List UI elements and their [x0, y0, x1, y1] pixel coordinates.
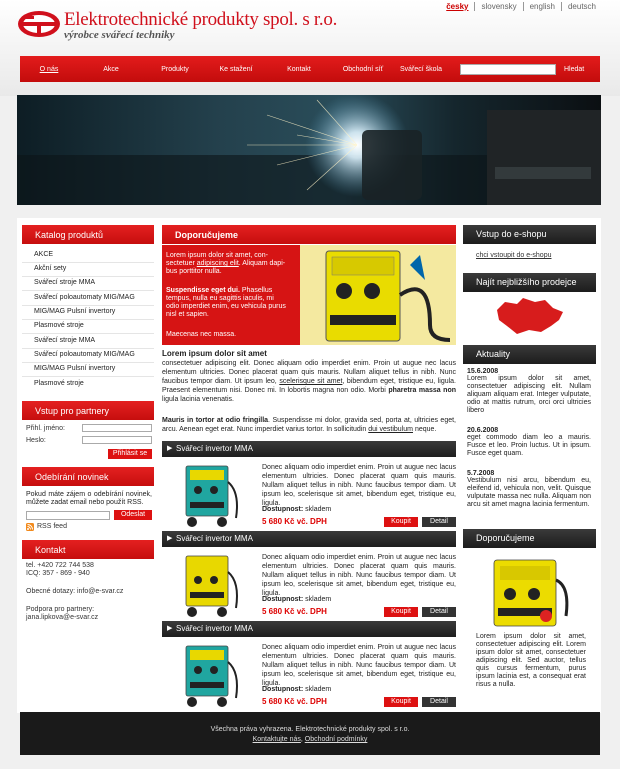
- brand-tagline: výrobce svářecí techniky: [64, 29, 175, 41]
- detail-button[interactable]: Detail: [422, 607, 456, 617]
- nav-svareci-skola[interactable]: Svářecí škola: [399, 65, 443, 73]
- divider: [22, 376, 154, 377]
- product-title-bar[interactable]: [162, 441, 456, 457]
- news-date-3: 5.7.2008: [467, 470, 495, 477]
- product-title: Svářecí invertor MMA: [176, 624, 253, 633]
- catalog-title: Katalog produktů: [22, 225, 154, 244]
- lang-cesky[interactable]: česky: [446, 2, 469, 11]
- divider: [22, 276, 154, 277]
- featured-text-3: Maecenas nec massa.: [166, 331, 237, 338]
- divider: [22, 362, 154, 363]
- newsletter-email-input[interactable]: [26, 511, 110, 520]
- intro-paragraph-1: consectetuer adipiscing elit. Donec aliquam odio imperdiet enim. Proin ut augue nec lacus elementum ultricies. Donec placerat quam quis mauris. Nullam aliquet tellus in nibh. Nunc faucibus tempor diam. Ut ipsum leo, scelerisque sit amet, bibendum eget, tristique eu, ligula. Praesent elementum nisi. Donec mi. In lobortis magna non odio. Morbi pharetra massa non ligula lacinia venenatis.: [162, 360, 456, 403]
- nav-o-nas[interactable]: O nás: [39, 65, 59, 73]
- nav-kontakt[interactable]: Kontakt: [287, 65, 311, 73]
- product-description: Donec aliquam odio imperdiet enim. Proin ut augue nec lacus elementum ultricies. Donec placerat quam quis mauris. Nullam aliquet tellus in nibh. Nunc faucibus tempor diam. Ut ipsum leo, scelerisque sit amet, bibendum eget, tristique eu, ligula.: [262, 644, 456, 687]
- catalog-item-pulsni-2[interactable]: MIG/MAG Pulsní invertory: [34, 365, 116, 372]
- nav-ke-stazeni[interactable]: Ke stažení: [219, 65, 253, 73]
- intro-link-2[interactable]: dui vestibulum: [368, 426, 413, 433]
- recommend-machine-image[interactable]: [486, 556, 572, 628]
- product-image[interactable]: [180, 642, 242, 710]
- catalog-item-plasma[interactable]: Plasmové stroje: [34, 322, 84, 329]
- catalog-item-migmag-2[interactable]: Svářecí poloautomaty MIG/MAG: [34, 351, 135, 358]
- contact-icq: ICQ: 357 - 869 - 940: [26, 570, 90, 577]
- rss-icon[interactable]: [26, 523, 34, 531]
- news-text-3: Vestibulum nisi arcu, bibendum eu, eleifend id, vehicula non, velit. Quisque vulputate massa nec nulla. Aliquam non arcu sit amet magna lacinia fermentum.: [467, 477, 591, 508]
- catalog-item-migmag[interactable]: Svářecí poloautomaty MIG/MAG: [34, 294, 135, 301]
- product-price: 5 680 Kč vč. DPH: [262, 517, 327, 526]
- catalog-item-plasma-2[interactable]: Plasmové stroje: [34, 380, 84, 387]
- news-date-2: 20.6.2008: [467, 427, 499, 434]
- catalog-item-mma[interactable]: Svářecí stroje MMA: [34, 279, 96, 286]
- news-title: Aktuality: [463, 345, 596, 364]
- news-text-2: eget commodo diam leo a mauris. Fusce et leo. Proin luctus. Ut in ipsum. Fusce eget quam.: [467, 434, 591, 457]
- lang-slovensky[interactable]: slovensky: [474, 2, 522, 11]
- divider: [22, 333, 154, 334]
- login-button[interactable]: Přihlásit se: [108, 449, 152, 459]
- contact-title: Kontakt: [22, 540, 154, 559]
- divider: [22, 305, 154, 306]
- news-text-1: Lorem ipsum dolor sit amet, consectetuer adipiscing elit. Nullam aliquam aliquam erat. Integer vulputate, odio at mattis rutrum, orci orci ultricies libero: [467, 375, 591, 414]
- product-title: Svářecí invertor MMA: [176, 444, 253, 453]
- product-title: Svářecí invertor MMA: [176, 534, 253, 543]
- login-label: Přihl. jméno:: [26, 425, 65, 432]
- catalog-item-mma-2[interactable]: Svářecí stroje MMA: [34, 337, 96, 344]
- product-description: Donec aliquam odio imperdiet enim. Proin ut augue nec lacus elementum ultricies. Donec placerat quam quis mauris. Nullam aliquet tellus in nibh. Nunc faucibus tempor diam. Ut ipsum leo, scelerisque sit amet, bibendum eget, tristique eu, ligula.: [262, 554, 456, 597]
- buy-button[interactable]: Koupit: [384, 517, 418, 527]
- contact-general: Obecné dotazy: info@e-svar.cz: [26, 588, 124, 595]
- search-input[interactable]: [460, 64, 556, 75]
- detail-button[interactable]: Detail: [422, 697, 456, 707]
- detail-button[interactable]: Detail: [422, 517, 456, 527]
- footer-rights: Všechna práva vyhrazena. Elektrotechnické produkty spol. s r.o.: [210, 726, 410, 733]
- logo-icon[interactable]: [17, 10, 61, 38]
- product-price: 5 680 Kč vč. DPH: [262, 697, 327, 706]
- divider: [22, 290, 154, 291]
- czech-map-icon[interactable]: [495, 296, 565, 336]
- buy-button[interactable]: Koupit: [384, 607, 418, 617]
- news-date-1: 15.6.2008: [467, 368, 499, 375]
- brand-name: Elektrotechnické produkty spol. s r.o.: [64, 9, 338, 30]
- product-title-bar[interactable]: [162, 531, 456, 547]
- newsletter-title: Odebírání novinek: [22, 467, 154, 486]
- footer: Všechna práva vyhrazena. Elektrotechnické produkty spol. s r.o. Kontaktujte nás, Obchodní podmínky: [20, 712, 600, 755]
- chevron-right-icon: ▶: [167, 445, 173, 452]
- featured-text-1: Lorem ipsum dolor sit amet, con- sectetuer adipiscing elit. Aliquam dapi- bus porttitor nulla.: [166, 252, 286, 275]
- featured-machine-image: [300, 245, 456, 345]
- intro-heading: Lorem ipsum dolor sit amet: [162, 349, 267, 358]
- product-title-bar[interactable]: [162, 621, 456, 637]
- footer-contact-link[interactable]: Kontaktujte nás: [252, 736, 301, 743]
- product-availability: Dostupnost: skladem: [262, 596, 332, 603]
- divider: [22, 348, 154, 349]
- intro-link-1[interactable]: scelerisque sit amet: [279, 378, 343, 385]
- product-image[interactable]: [180, 552, 242, 620]
- language-switcher: [440, 2, 602, 11]
- eshop-title: Vstup do e-shopu: [463, 225, 596, 244]
- password-label: Heslo:: [26, 437, 46, 444]
- newsletter-send-button[interactable]: Odeslat: [114, 510, 152, 520]
- recommend-text: Lorem ipsum dolor sit amet, consectetuer adipiscing elit. Lorem ipsum dolor sit amet, consectetuer adipiscing elit. Sed auctor, tellus quis cursus fermentum, purus ipsum lacinia est, a consequat erat risus a nulla.: [476, 633, 586, 688]
- rss-link[interactable]: RSS feed: [37, 523, 67, 530]
- divider: [22, 319, 154, 320]
- contact-phone: tel. +420 722 744 538: [26, 562, 94, 569]
- eshop-link[interactable]: chci vstoupit do e-shopu: [476, 252, 552, 259]
- chevron-right-icon: ▶: [167, 625, 173, 632]
- dealer-title: Najít nejbližšího prodejce: [463, 273, 596, 292]
- divider: [22, 262, 154, 263]
- lang-deutsch[interactable]: deutsch: [561, 2, 602, 11]
- recommend-title: Doporučujeme: [463, 529, 596, 548]
- footer-terms-link[interactable]: Obchodní podmínky: [304, 736, 368, 743]
- nav-produkty[interactable]: Produkty: [161, 65, 189, 73]
- product-description: Donec aliquam odio imperdiet enim. Proin ut augue nec lacus elementum ultricies. Donec placerat quam quis mauris. Nullam aliquet tellus in nibh. Nunc faucibus tempor diam. Ut ipsum leo, scelerisque sit amet, bibendum eget, tristique eu, ligula.: [262, 464, 456, 507]
- catalog-item-akce[interactable]: AKCE: [34, 251, 54, 258]
- nav-akce[interactable]: Akce: [103, 65, 119, 73]
- hero-banner: [17, 95, 601, 205]
- login-input[interactable]: [82, 424, 152, 432]
- intro-paragraph-2: Mauris in tortor at odio fringilla. Suspendisse mi dolor, gravida sed, porta at, ultricies eget, arcu. Aenean eget erat. Nunc imperdiet varius tortor. In sollicitudin dui vestibulum neque.: [162, 417, 456, 433]
- contact-support-label: Podpora pro partnery:: [26, 606, 95, 613]
- product-price: 5 680 Kč vč. DPH: [262, 607, 327, 616]
- buy-button[interactable]: Koupit: [384, 697, 418, 707]
- featured-link[interactable]: adipiscing elit: [196, 260, 239, 267]
- featured-title: Doporučujeme: [162, 225, 456, 244]
- contact-support-email[interactable]: jana.lipkova@e-svar.cz: [26, 614, 99, 621]
- search-button[interactable]: Hledat: [564, 65, 585, 73]
- lang-english[interactable]: english: [523, 2, 561, 11]
- nav-obchodni-sit[interactable]: Obchodní síť: [342, 65, 384, 73]
- newsletter-text: Pokud máte zájem o odebírání novinek, můžete zadat email nebo použít RSS.: [26, 491, 152, 506]
- product-availability: Dostupnost: skladem: [262, 686, 332, 693]
- welding-photo: [17, 95, 601, 205]
- featured-text-2: Suspendisse eget dui. Phasellus tempus, nulla eu sagittis iaculis, mi odio imperdiet enim, eu vehicula purus nisl et sapien.: [166, 287, 286, 318]
- password-input[interactable]: [82, 436, 152, 444]
- product-image[interactable]: [180, 462, 242, 530]
- partners-title: Vstup pro partnery: [22, 401, 154, 420]
- chevron-right-icon: ▶: [167, 535, 173, 542]
- catalog-item-akcni-sety[interactable]: Akční sety: [34, 265, 67, 272]
- product-availability: Dostupnost: skladem: [262, 506, 332, 513]
- catalog-item-pulsni[interactable]: MIG/MAG Pulsní invertory: [34, 308, 116, 315]
- main-nav: [20, 56, 600, 82]
